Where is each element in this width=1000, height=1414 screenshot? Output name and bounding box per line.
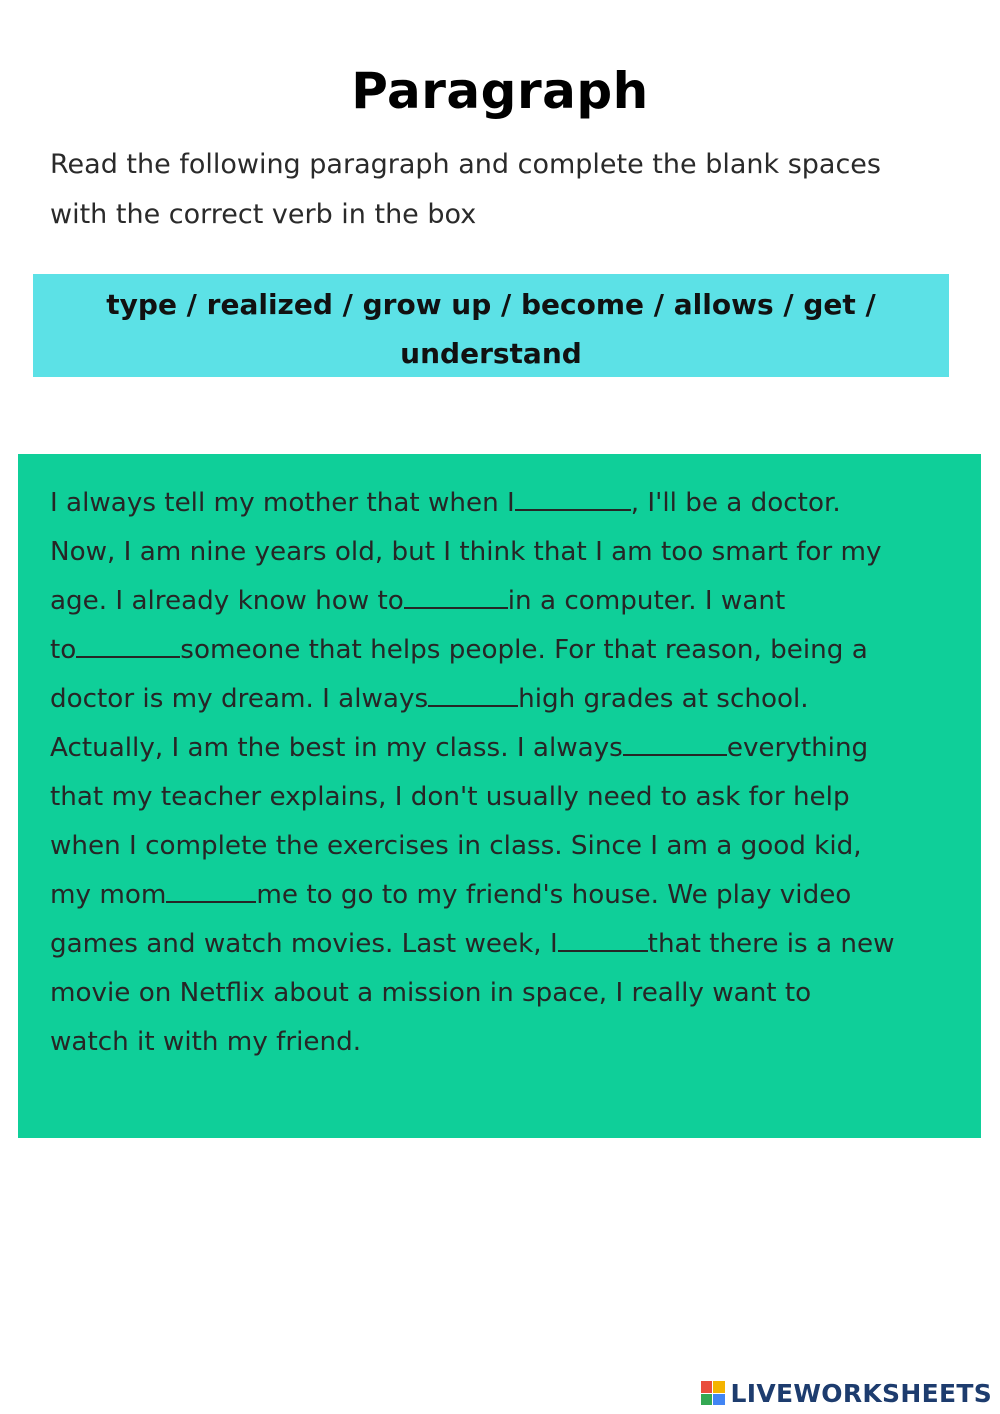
paragraph-text-segment: games and watch movies. Last week, I: [50, 929, 558, 959]
paragraph-box: [18, 454, 981, 1138]
paragraph-text-segment: everything: [726, 733, 869, 763]
paragraph-line: [50, 675, 961, 724]
paragraph-text-segment: Actually, I am the best in my class. I always: [50, 733, 623, 763]
paragraph-line: [50, 920, 961, 969]
page-title: Paragraph: [351, 62, 649, 120]
paragraph-text-segment: my mom: [50, 880, 167, 910]
paragraph-text-segment: when I complete the exercises in class. Since I am a good kid,: [50, 831, 862, 861]
paragraph-line: [50, 577, 961, 626]
verb-bank-line-1: type / realized / grow up / become / allows / get /: [106, 288, 876, 321]
paragraph-text-segment: , I'll be a doctor.: [630, 488, 841, 518]
paragraph-line: [50, 822, 961, 871]
paragraph-line: [50, 528, 961, 577]
instructions: [50, 140, 960, 240]
verb-word-bank: [33, 274, 949, 377]
answer-blank[interactable]: [404, 585, 508, 609]
paragraph-text-segment: that there is a new: [647, 929, 895, 959]
answer-blank[interactable]: [623, 732, 727, 756]
answer-blank[interactable]: [558, 928, 648, 952]
paragraph-line: [50, 969, 961, 1018]
paragraph-line: [50, 479, 961, 528]
paragraph-text-segment: movie on Netflix about a mission in space, I really want to: [50, 978, 812, 1008]
paragraph-text-segment: in a computer. I want: [507, 586, 786, 616]
paragraph-line: [50, 1018, 961, 1067]
paragraph-text-segment: doctor is my dream. I always: [50, 684, 429, 714]
paragraph-text-segment: me to go to my friend's house. We play video: [256, 880, 852, 910]
answer-blank[interactable]: [166, 879, 256, 903]
paragraph-line: [50, 871, 961, 920]
paragraph-line: [50, 626, 961, 675]
instructions-line-2: with the correct verb in the box: [50, 199, 477, 230]
paragraph-text-segment: that my teacher explains, I don't usually need to ask for help: [50, 782, 850, 812]
answer-blank[interactable]: [428, 683, 518, 707]
paragraph-text-segment: to: [50, 635, 77, 665]
paragraph-text-segment: age. I already know how to: [50, 586, 404, 616]
logo-text: LIVEWORKSHEETS: [730, 1378, 992, 1408]
paragraph-text-segment: high grades at school.: [518, 684, 809, 714]
paragraph-text-segment: Now, I am nine years old, but I think that I am too smart for my: [50, 537, 882, 567]
liveworksheets-logo-icon: [701, 1381, 725, 1405]
answer-blank[interactable]: [515, 487, 631, 511]
answer-blank[interactable]: [76, 634, 180, 658]
paragraph-text-segment: I always tell my mother that when I: [50, 488, 515, 518]
liveworksheets-logo: [701, 1378, 992, 1408]
instructions-line-1: Read the following paragraph and complete the blank spaces: [50, 149, 881, 180]
paragraph-text-segment: someone that helps people. For that reason, being a: [180, 635, 868, 665]
verb-bank-line-2: understand: [400, 337, 582, 370]
paragraph-text-segment: watch it with my friend.: [50, 1027, 362, 1057]
paragraph-text: [50, 479, 961, 1067]
paragraph-line: [50, 724, 961, 773]
paragraph-line: [50, 773, 961, 822]
